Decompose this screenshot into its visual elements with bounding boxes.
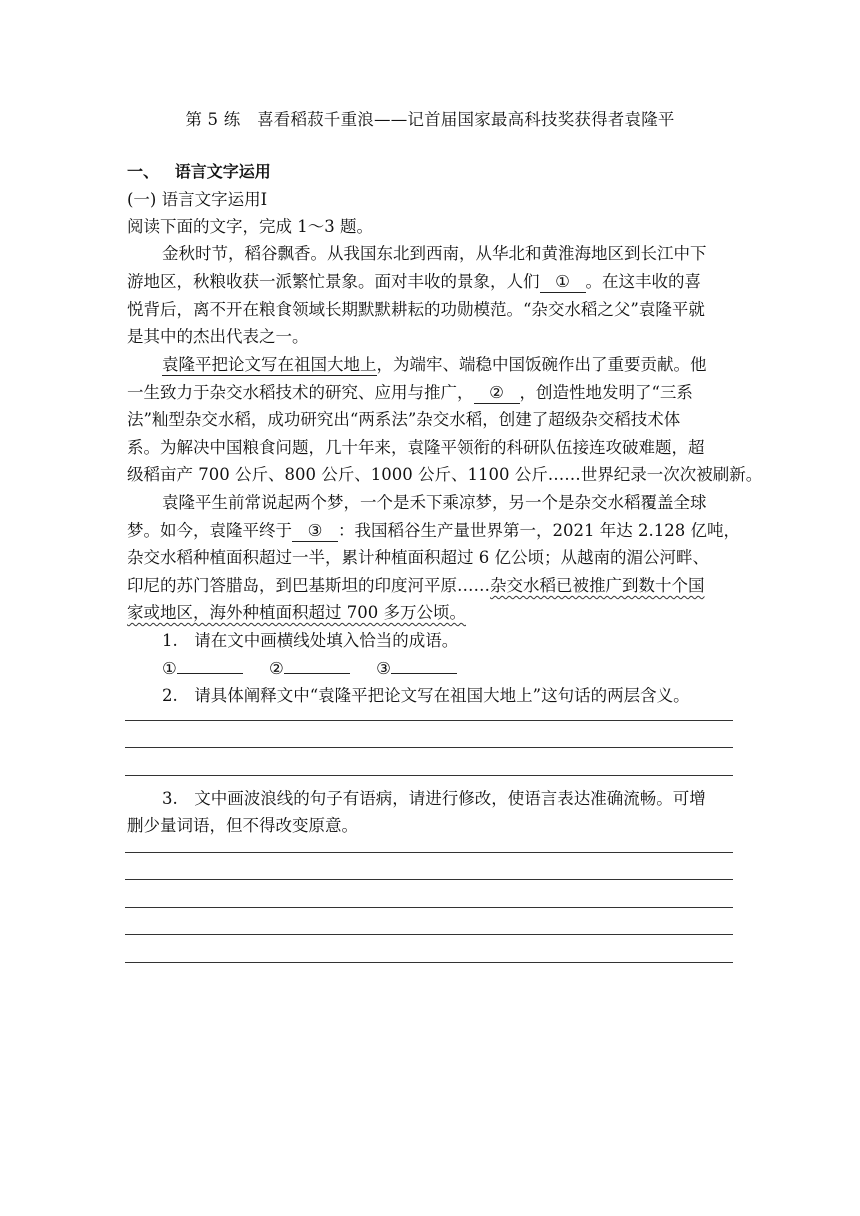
question-3-line2: 删少量词语，但不得改变原意。: [127, 816, 358, 835]
passage-text: 印尼的苏门答腊岛，到巴基斯坦的印度河平原……: [127, 576, 490, 595]
subsection-title: (一) 语言文字运用Ⅰ: [127, 190, 268, 209]
wavy-underlined-sentence: 家或地区，海外种植面积超过 700 多万公顷。: [127, 603, 466, 622]
answer-blank-3[interactable]: [391, 673, 457, 674]
passage-text: 梦。如今，袁隆平终于: [127, 521, 292, 540]
answer-line[interactable]: [125, 907, 733, 908]
section-heading: [127, 158, 733, 186]
passage-text: ：我国稻谷生产量世界第一，2021 年达 2.128 亿吨，: [338, 521, 740, 540]
answer-line[interactable]: [125, 879, 733, 880]
question-1-answers: [162, 655, 733, 683]
fill-blank-1[interactable]: ①: [540, 272, 586, 293]
passage-p2-line5: 级稻亩产 700 公斤、800 公斤、1000 公斤、1100 公斤……世界纪录一次次被刷新。: [127, 465, 763, 484]
passage-p2-line4: 系。为解决中国粮食问题，几十年来，袁隆平领衔的科研队伍接连攻破难题，超: [127, 438, 705, 457]
answer-line[interactable]: [125, 720, 733, 721]
fill-blank-3[interactable]: ③: [292, 521, 338, 542]
passage-text: ，为端牢、端稳中国饭碗作出了重要贡献。他: [376, 355, 707, 374]
wavy-underlined-sentence: 杂交水稻已被推广到数十个国: [490, 576, 705, 595]
answer-line[interactable]: [125, 747, 733, 748]
passage-p1-line3: 悦背后，离不开在粮食领域长期默默耕耘的功勋模范。“杂交水稻之父”袁隆平就: [127, 300, 705, 319]
passage-text: 游地区，秋粮收获一派繁忙景象。面对丰收的景象，人们: [127, 272, 540, 291]
section-title: 语言文字运用: [174, 162, 271, 181]
question-1: 1. 请在文中画横线处填入恰当的成语。: [162, 631, 459, 650]
passage-p3-line5: [127, 599, 733, 627]
passage-p2-line2: [127, 379, 733, 407]
answer-label-1: ①: [162, 659, 177, 678]
fill-blank-2[interactable]: ②: [474, 383, 520, 404]
passage-p1-line1: 金秋时节，稻谷飘香。从我国东北到西南，从华北和黄淮海地区到长江中下: [162, 244, 707, 263]
answer-blank-2[interactable]: [284, 673, 350, 674]
question-2: 2. 请具体阐释文中“袁隆平把论文写在祖国大地上”这句话的两层含义。: [162, 686, 690, 705]
passage-p3-line3: 杂交水稻种植面积超过一半，累计种植面积超过 6 亿公顷；从越南的湄公河畔、: [127, 548, 709, 567]
answer-line[interactable]: [125, 775, 733, 776]
page-title: 第 5 练 喜看稻菽千重浪——记首届国家最高科技奖获得者袁隆平: [185, 110, 675, 129]
passage-text: 一生致力于杂交水稻技术的研究、应用与推广，: [127, 383, 474, 402]
question-3-line1: 3. 文中画波浪线的句子有语病，请进行修改，使语言表达准确流畅。可增: [162, 789, 706, 808]
passage-p2-line3: 法”籼型杂交水稻，成功研究出“两系法”杂交水稻，创建了超级杂交稻技术体: [127, 410, 681, 429]
answer-blank-1[interactable]: [177, 673, 243, 674]
passage-p1-line4: 是其中的杰出代表之一。: [127, 327, 309, 346]
answer-label-2: ②: [269, 659, 284, 678]
answer-label-3: ③: [376, 659, 391, 678]
underlined-phrase: 袁隆平把论文写在祖国大地上: [162, 355, 377, 374]
answer-line[interactable]: [125, 962, 733, 963]
passage-p3-line2: [127, 517, 740, 545]
passage-p1-line2: [127, 268, 733, 296]
passage-p3-line1: 袁隆平生前常说起两个梦，一个是禾下乘凉梦，另一个是杂交水稻覆盖全球: [162, 493, 707, 512]
reading-instruction: 阅读下面的文字，完成 1～3 题。: [127, 217, 373, 236]
passage-p3-line4: [127, 572, 733, 600]
passage-text: ，创造性地发明了“三系: [519, 383, 693, 402]
passage-p2-line1: [162, 351, 733, 379]
answer-line[interactable]: [125, 934, 733, 935]
answer-line[interactable]: [125, 852, 733, 853]
section-number: 一、: [127, 162, 160, 181]
passage-text: 。在这丰收的喜: [585, 272, 701, 291]
